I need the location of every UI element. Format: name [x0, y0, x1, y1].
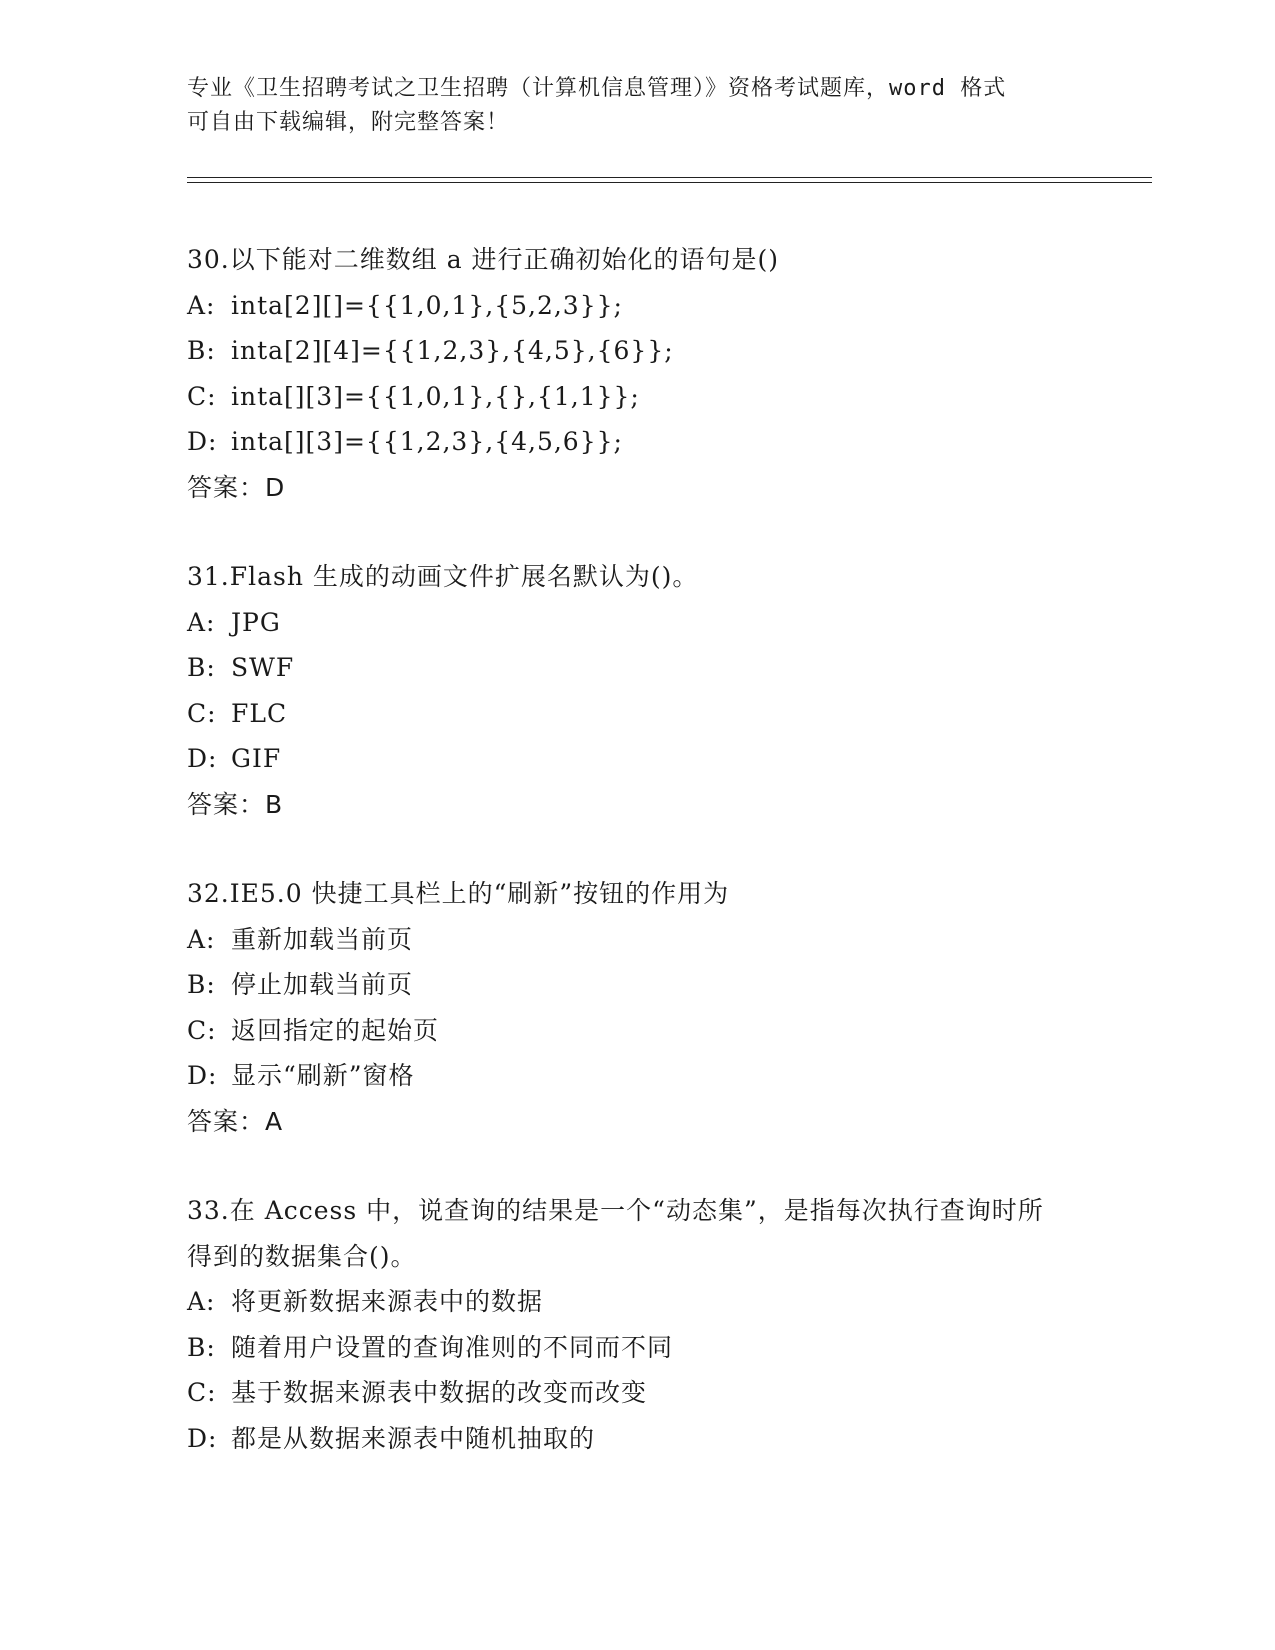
option-d	[187, 1416, 1087, 1462]
option-text: 显示“刷新”窗格	[231, 1061, 415, 1090]
option-d	[187, 736, 1087, 782]
option-letter: B:	[187, 1332, 216, 1362]
header-divider-bottom	[187, 182, 1152, 183]
option-text: SWF	[231, 653, 295, 682]
option-letter: C:	[187, 698, 217, 728]
option-text: 停止加载当前页	[231, 970, 414, 999]
question-stem: 31.Flash 生成的动画文件扩展名默认为()。	[187, 562, 699, 591]
header-line-1: 专业《卫生招聘考试之卫生招聘（计算机信息管理）》资格考试题库，word 格式	[187, 76, 1007, 101]
option-text: inta[2][]={{1,0,1},{5,2,3}};	[231, 290, 623, 320]
option-text: GIF	[231, 744, 282, 773]
option-b	[187, 962, 1087, 1008]
option-d	[187, 419, 1087, 465]
option-letter: A:	[187, 924, 216, 954]
option-letter: A:	[187, 1287, 216, 1316]
option-text: inta[][3]={{1,2,3},{4,5,6}};	[231, 427, 623, 456]
header-divider-top	[187, 177, 1152, 178]
option-letter: B:	[187, 653, 216, 682]
option-b	[187, 1325, 1087, 1371]
answer-line: 答案：D	[187, 472, 286, 502]
option-letter: A:	[187, 607, 216, 637]
option-text: inta[2][4]={{1,2,3},{4,5},{6}};	[231, 336, 674, 365]
option-letter: B:	[187, 336, 216, 365]
option-a	[187, 283, 1087, 329]
option-letter: D:	[187, 1423, 218, 1453]
document-header	[187, 72, 1087, 140]
option-c	[187, 1008, 1087, 1054]
question-stem: 33.在 Access 中，说查询的结果是一个“动态集”，是指每次执行查询时所得到的数据集合()。	[187, 1196, 1044, 1271]
question-item	[187, 1188, 1087, 1461]
option-letter: C:	[187, 1378, 217, 1407]
option-text: 随着用户设置的查询准则的不同而不同	[231, 1332, 674, 1362]
option-c	[187, 1370, 1087, 1416]
answer-line: 答案：A	[187, 1106, 284, 1136]
option-text: FLC	[231, 698, 288, 728]
question-item	[187, 237, 1087, 510]
option-letter: D:	[187, 1061, 218, 1090]
question-item	[187, 554, 1087, 827]
option-b	[187, 645, 1087, 691]
question-stem: 32.IE5.0 快捷工具栏上的“刷新”按钮的作用为	[187, 879, 730, 908]
option-text: 都是从数据来源表中随机抽取的	[231, 1423, 596, 1453]
option-text: JPG	[231, 607, 281, 637]
option-a	[187, 917, 1087, 963]
option-d	[187, 1053, 1087, 1099]
option-b	[187, 328, 1087, 374]
question-stem: 30.以下能对二维数组 a 进行正确初始化的语句是()	[187, 245, 780, 274]
option-c	[187, 374, 1087, 420]
option-letter: D:	[187, 744, 218, 773]
option-a	[187, 600, 1087, 646]
answer-line: 答案：B	[187, 789, 284, 819]
option-text: 基于数据来源表中数据的改变而改变	[231, 1378, 648, 1407]
option-text: 返回指定的起始页	[231, 1015, 440, 1045]
option-text: 将更新数据来源表中的数据	[231, 1287, 544, 1316]
option-a	[187, 1279, 1087, 1325]
option-letter: B:	[187, 970, 216, 999]
header-line-2: 可自由下载编辑，附完整答案！	[187, 110, 510, 135]
option-text: 重新加载当前页	[231, 924, 414, 954]
option-c	[187, 691, 1087, 737]
option-letter: C:	[187, 1015, 217, 1045]
question-item	[187, 871, 1087, 1144]
option-letter: A:	[187, 290, 216, 320]
option-letter: D:	[187, 427, 218, 456]
option-text: inta[][3]={{1,0,1},{},{1,1}};	[231, 381, 640, 411]
option-letter: C:	[187, 381, 217, 411]
question-list	[187, 237, 1087, 1505]
